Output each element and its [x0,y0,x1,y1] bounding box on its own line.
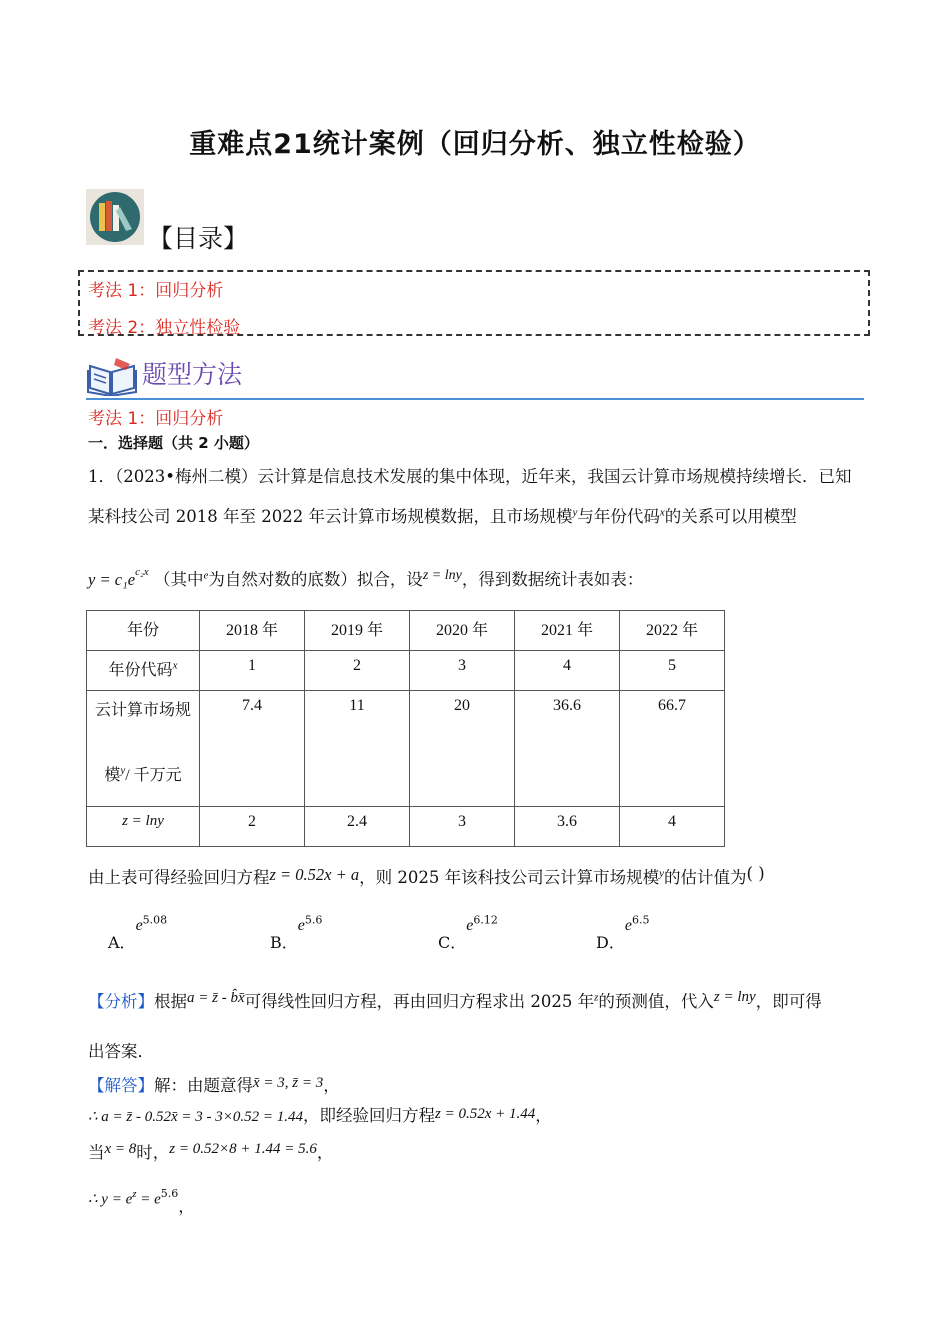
table-cell: z = lny [87,807,200,847]
table-cell: 2019 年 [305,611,410,651]
question-stem: 由上表可得经验回归方程z = 0.52x + a，则 2025 年该科技公司云计算市场规模$^y$的估计值为( ) [88,864,765,887]
table-cell: 3 [410,651,515,691]
table-cell: 7.4 [200,691,305,807]
table-cell: 2020 年 [410,611,515,651]
table-cell: 云计算市场规 模$^y$/ 千万元 [87,691,200,807]
toc-item-regression[interactable]: 考法 1：回归分析 [88,281,224,301]
table-cell: 11 [305,691,410,807]
table-cell: 66.7 [620,691,725,807]
page-title: 重难点21统计案例（回归分析、独立性检验） [189,129,761,160]
part-heading: 一．选择题（共 2 小题） [88,434,259,452]
table-cell: 2 [200,807,305,847]
solution-line-1: 【解答】解：由题意得x̄ = 3, z̄ = 3， [88,1075,340,1095]
section-title: 题型方法 [142,360,243,389]
table-cell: 2.4 [305,807,410,847]
table-cell: 年份代码$^x$ [87,651,200,691]
analysis-tag: 【分析】 [88,992,154,1011]
table-cell: 2 [305,651,410,691]
table-cell: 3 [410,807,515,847]
option-d[interactable]: D．$e^{6.5}$ [596,913,650,952]
section-divider [86,398,864,400]
table-cell: 36.6 [515,691,620,807]
table-row [87,691,725,807]
table-row [87,611,725,651]
table-cell: 2021 年 [515,611,620,651]
solution-line-2: ∴ a = z̄ - 0.52x̄ = 3 - 3×0.52 = 1.44，即经验回归方程z = 0.52x + 1.44， [88,1106,552,1125]
analysis-line-2: 出答案． [88,1042,154,1061]
option-b[interactable]: B．$e^{5.6}$ [270,913,323,952]
table-cell: 2018 年 [200,611,305,651]
toc-label: 【目录】 [148,224,249,253]
table-cell: 年份 [87,611,200,651]
table-row [87,807,725,847]
question-line-2: 某科技公司 2018 年至 2022 年云计算市场规模数据，且市场规模$^y$与年份代码$^x$的关系可以用模型 [88,506,797,526]
solution-tag: 【解答】 [88,1076,154,1095]
analysis-line-1: 【分析】根据a = z̄ - b̂x̄可得线性回归方程，再由回归方程求出 2025 年$^z$的预测值，代入z = lny，即可得 [88,989,822,1011]
model-formula: y = c₁e [88,570,136,589]
solution-line-4: ∴ $y = e^z = e^{5.6}$， [88,1187,195,1216]
table-cell: 4 [515,651,620,691]
table-cell: 20 [410,691,515,807]
solution-line-3: 当x = 8时，z = 0.52×8 + 1.44 = 5.6， [88,1141,334,1162]
table-row [87,651,725,691]
table-cell: 3.6 [515,807,620,847]
option-a[interactable]: A．$e^{5.08}$ [108,913,168,952]
question-line-1: 1．（2023•梅州二模）云计算是信息技术发展的集中体现，近年来，我国云计算市场规模持续增长．已知 [88,467,852,486]
option-c[interactable]: C．$e^{6.12}$ [438,913,498,952]
toc-item-independence[interactable]: 考法 2：独立性检验 [88,318,241,338]
table-cell: 1 [200,651,305,691]
table-cell: 5 [620,651,725,691]
book-logo-icon [86,189,144,245]
open-book-icon [86,356,138,396]
table-cell: 4 [620,807,725,847]
table-cell: 2022 年 [620,611,725,651]
data-table [86,610,725,847]
question-line-3: $y = c_1e^{c_2x}$ （其中$^e$为自然对数的底数）拟合，设$^{z = lny}$，得到数据统计表如表： [88,565,644,589]
subsection-title: 考法 1：回归分析 [88,409,224,429]
